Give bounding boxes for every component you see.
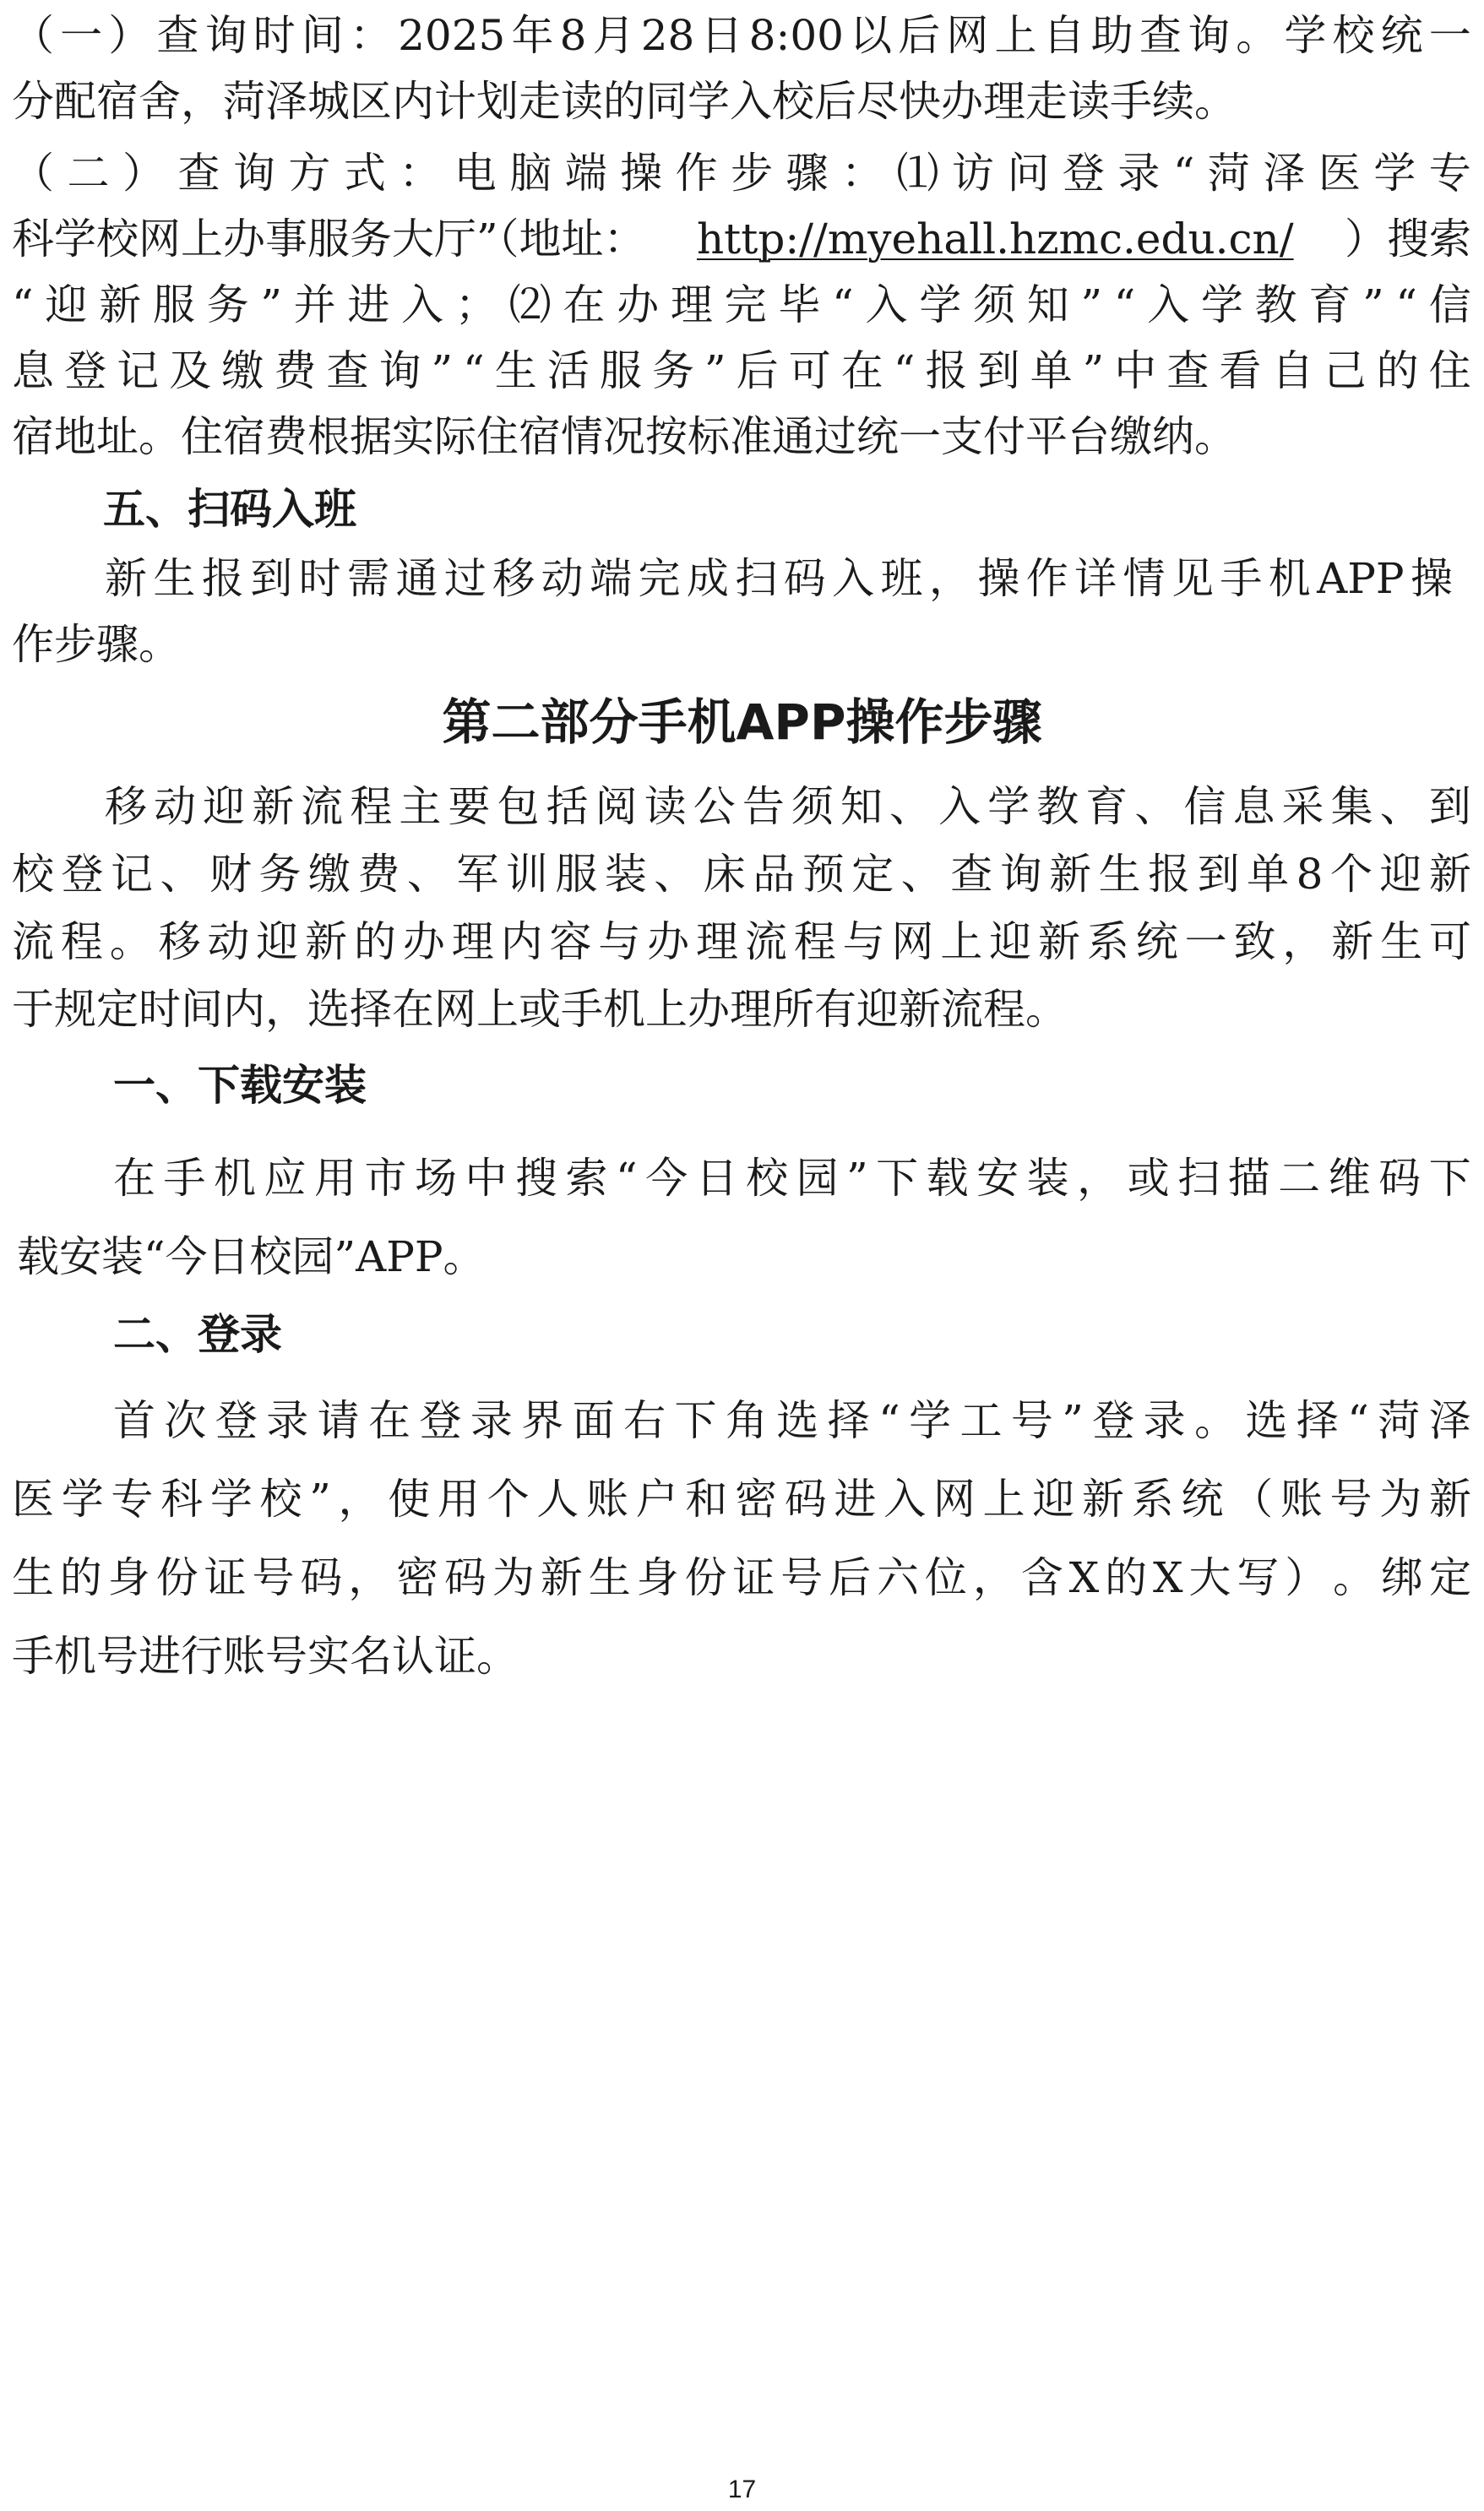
page-number: 17 [727, 2476, 757, 2503]
paragraph-line: 生 的 身 份 证 号 码 ， 密 码 为 新 生 身 份 证 号 后 六 位 ， 含 X 的 X 大 写 ） 。 绑 定 [12, 1553, 1471, 1602]
paragraph-line: 手机号进行账号实名认证。 [12, 1632, 519, 1681]
paragraph-line: 息 登 记 及 缴 费 查 询 ” “ 生 活 服 务 ” 后 可 在 “ 报 到 单 ” 中 查 看 自 己 的 住 [12, 346, 1471, 395]
paragraph-line: 宿地址。住宿费根据实际住宿情况按标准通过统一支付平台缴纳。 [12, 412, 1237, 461]
section-heading: 一、下载安装 [113, 1061, 367, 1110]
paragraph-text: 科学校网上办事服务大厅”（地址： [12, 215, 646, 264]
paragraph-line: 在 手 机 应 用 市 场 中 搜 索 “ 今 日 校 园 ” 下 载 安 装 ， 或 扫 描 二 维 码 下 [113, 1154, 1471, 1203]
paragraph-line: 流 程 。 移 动 迎 新 的 办 理 内 容 与 办 理 流 程 与 网 上 迎 新 系 统 一 致 ， 新 生 可 [12, 917, 1471, 966]
hall-url-link[interactable]: http://myehall.hzmc.edu.cn/ [696, 215, 1294, 264]
paragraph-line: “ 迎 新 服 务 ” 并 进 入 ； ⑵ 在 办 理 完 毕 “ 入 学 须 知 ” “ 入 学 教 育 ” “ 信 [12, 280, 1471, 329]
paragraph-line: 医 学 专 科 学 校 ” ， 使 用 个 人 账 户 和 密 码 进 入 网 上 迎 新 系 统 （ 账 号 为 新 [12, 1475, 1471, 1524]
section-heading: 五、扫码入班 [103, 485, 356, 534]
paragraph-line: 作步骤。 [12, 620, 181, 669]
paragraph-line: （ 一 ） 查 询 时 间 ： 2025 年 8 月 28 日 8:00 以 后 网 上 自 助 查 询 。 学 校 统 一 [12, 11, 1471, 60]
paragraph-line-with-url [12, 214, 1471, 264]
paragraph-line: 首 次 登 录 请 在 登 录 界 面 右 下 角 选 择 “ 学 工 号 ” 登 录 。 选 择 “ 菏 泽 [113, 1396, 1471, 1445]
paragraph-line: 新 生 报 到 时 需 通 过 移 动 端 完 成 扫 码 入 班 ， 操 作 详 情 见 手 机 APP 操 [105, 554, 1453, 603]
paragraph-line: 载安装“今日校园”APP。 [17, 1232, 486, 1281]
paragraph-line: 移 动 迎 新 流 程 主 要 包 括 阅 读 公 告 须 知 、 入 学 教 育 、 信 息 采 集 、 到 [105, 782, 1471, 831]
paragraph-line: 校 登 记 、 财 务 缴 费 、 军 训 服 装 、 床 品 预 定 、 查 询 新 生 报 到 单 8 个 迎 新 [12, 850, 1471, 899]
paragraph-text: ）搜索 [1344, 215, 1471, 264]
part-title: 第二部分手机APP操作步骤 [442, 693, 1042, 751]
paragraph-line: （ 二 ） 查 询 方 式 ： 电 脑 端 操 作 步 骤 ： ⑴ 访 问 登 录 “ 菏 泽 医 学 专 [12, 149, 1471, 198]
paragraph-line: 于规定时间内，选择在网上或手机上办理所有迎新流程。 [12, 985, 1068, 1034]
section-heading: 二、登录 [113, 1310, 282, 1359]
paragraph-line: 分配宿舍，菏泽城区内计划走读的同学入校后尽快办理走读手续。 [12, 77, 1237, 126]
